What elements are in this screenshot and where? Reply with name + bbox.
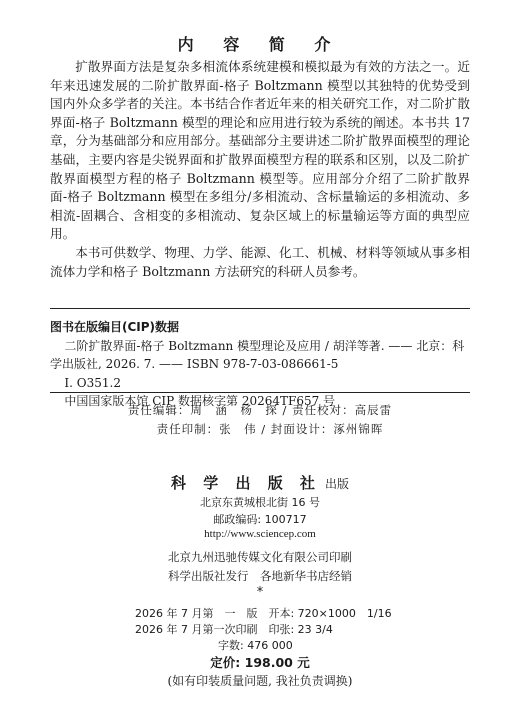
cip-block: [50, 318, 470, 411]
content-summary: [50, 58, 470, 281]
word-count: 字数: 476 000: [218, 639, 293, 652]
distribution-line: 科学出版社发行 各地新华书店经销: [168, 569, 352, 583]
page-title: 内 容 简 介: [177, 35, 343, 54]
divider-bottom: [50, 392, 470, 393]
quality-notice: (如有印装质量问题, 我社负责调换): [167, 674, 353, 688]
production-line: 责任印制：张 伟 / 封面设计：涿州锦晖: [156, 422, 384, 436]
printer-line: 北京九州迅驰传媒文化有限公司印刷: [168, 550, 352, 564]
edition-line: 2026 年 7 月第 一 版 开本: 720×1000 1/16: [135, 607, 392, 620]
printing-line: 2026 年 7 月第一次印刷 印张: 23 3/4: [135, 623, 333, 636]
publisher-address: 北京东黄城根北街 16 号: [200, 496, 320, 509]
summary-paragraph-1: 扩散界面方法是复杂多相流体系统建模和模拟最为有效的方法之一。近年来迅速发展的二阶扩散界面-格子 Boltzmann 模型以其独特的优势受到国内外众多学者的关注。本书结合作者近年来的相关研究工作，对二阶扩散界面-格子 Boltzmann 模型的理论和应用进行较为系统的阐述。本书共 17 章，分为基础部分和应用部分。基础部分主要讲述二阶扩散界面模型的理论基础，主要内容是尖锐界面和扩散界面模型方程的联系和区别，以及二阶扩散界面模型方程的格子 Boltzmann 模型等。应用部分介绍了二阶扩散界面-格子 Boltzmann 模型在多组分/多相流动、含标量输运的多相流动、多相流-固耦合、含相变的多相流动、复杂区域上的标量输运等方面的典型应用。: [50, 59, 470, 242]
cip-classification: Ⅰ. O351.2: [64, 375, 121, 390]
cip-heading: 图书在版编目(CIP)数据: [50, 320, 180, 334]
price: 定价: 198.00 元: [210, 655, 310, 670]
separator-star: *: [256, 585, 264, 600]
summary-paragraph-2: 本书可供数学、物理、力学、能源、化工、机械、材料等领域从事多相流体力学和格子 Boltzmann 方法研究的科研人员参考。: [50, 244, 470, 279]
publisher-line: [0, 472, 520, 493]
postal-code: 邮政编码: 100717: [213, 513, 307, 526]
publisher-name: 科 学 出 版 社: [171, 474, 321, 492]
divider-top: [50, 308, 470, 309]
publisher-website: http://www.sciencep.com: [204, 528, 316, 540]
publish-label: 出版: [324, 477, 349, 491]
editors-line: 责任编辑：周 涵 杨 探 / 责任校对：高辰雷: [127, 403, 393, 417]
cip-bibliographic-line: 二阶扩散界面-格子 Boltzmann 模型理论及应用 / 胡洋等著. —— 北京：科学出版社, 2026. 7. —— ISBN 978-7-03-086661-5: [50, 338, 465, 371]
cip-record-number: 中国国家版本馆 CIP 数据核字第 20264TF657 号: [64, 394, 336, 408]
